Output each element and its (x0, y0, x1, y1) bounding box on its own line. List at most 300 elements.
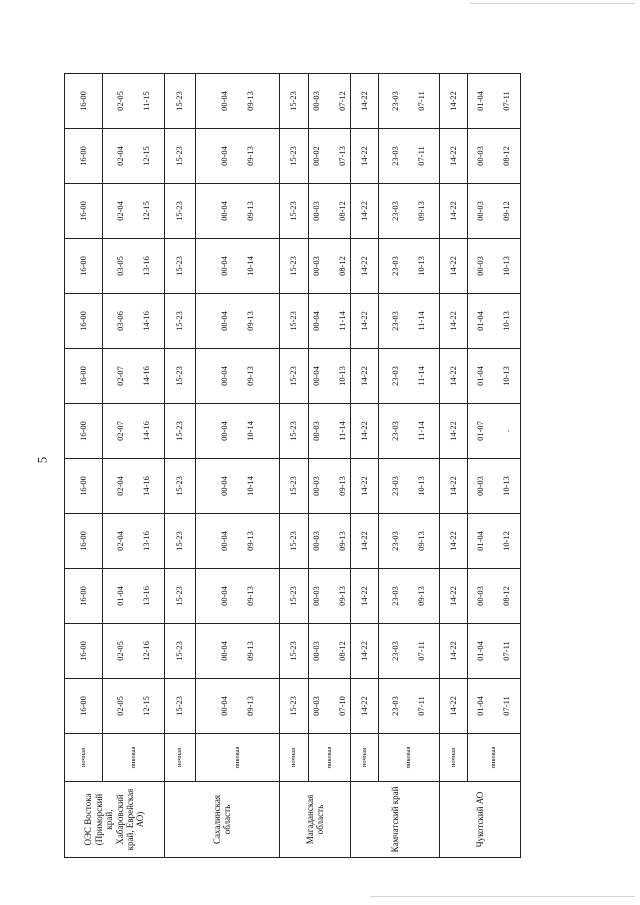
hours-cell (103, 624, 165, 679)
hours-value: 00-04 (218, 696, 229, 716)
hours-cell (165, 569, 196, 624)
hours-value: 15-23 (174, 201, 185, 221)
hours-value: 23-03 (390, 476, 401, 496)
hours-cell (351, 239, 379, 294)
hours-value: 15-23 (288, 696, 299, 716)
hours-value: 00-03 (310, 531, 321, 551)
hours-cell (468, 404, 521, 459)
hours-value: 10-13 (416, 476, 426, 496)
hours-cell (196, 294, 280, 349)
hours-cell (379, 74, 440, 129)
hours-cell (65, 404, 103, 459)
hours-value: 23-03 (390, 366, 401, 386)
hours-cell (103, 349, 165, 404)
hours-value: 07-12 (336, 91, 347, 111)
hours-value: 12-15 (140, 201, 151, 221)
hours-value: 11-14 (416, 311, 426, 331)
hours-cell (196, 514, 280, 569)
hours-value: 15-23 (174, 91, 185, 111)
hour-type-label: пиковая (103, 734, 165, 782)
hours-value: 00-03 (310, 476, 321, 496)
hours-value: 11-15 (140, 91, 151, 111)
hours-value: 00-04 (218, 91, 229, 111)
hours-value: 14-22 (447, 91, 458, 111)
hours-cell (309, 294, 351, 349)
hours-value: 02-04 (114, 531, 125, 551)
hours-value: 07-11 (501, 641, 511, 661)
hours-value: 16-00 (77, 311, 88, 331)
hours-value: 16-00 (77, 421, 88, 441)
hours-value: 14-22 (447, 696, 458, 716)
hours-cell (379, 184, 440, 239)
hours-value: 10-13 (416, 256, 426, 276)
hours-value: 01-07 (475, 421, 486, 441)
hours-cell (440, 404, 468, 459)
hours-cell (351, 74, 379, 129)
hours-cell (351, 569, 379, 624)
hours-cell (103, 239, 165, 294)
hours-cell (351, 624, 379, 679)
hours-cell (103, 184, 165, 239)
hours-value: 23-03 (390, 586, 401, 606)
hours-value: 15-23 (288, 421, 299, 441)
hours-cell (280, 404, 309, 459)
hours-value: 01-04 (114, 586, 125, 606)
hours-value: 15-23 (174, 256, 185, 276)
hours-value: 14-22 (447, 476, 458, 496)
hours-cell (280, 514, 309, 569)
hours-cell (103, 294, 165, 349)
hours-value: 10-14 (244, 256, 255, 276)
hours-cell (309, 404, 351, 459)
hours-value: 10-13 (501, 476, 511, 496)
hours-cell (196, 129, 280, 184)
hour-type-label: пиковая (379, 734, 440, 782)
hours-value: 00-03 (310, 256, 321, 276)
hours-cell (309, 459, 351, 514)
hours-cell (65, 239, 103, 294)
hours-value: 14-22 (358, 641, 369, 661)
hours-value: 15-23 (288, 641, 299, 661)
hours-value: 00-03 (310, 641, 321, 661)
hours-cell (280, 624, 309, 679)
hour-type-label: ночная (440, 734, 468, 782)
hours-cell (65, 569, 103, 624)
hours-value: 15-23 (288, 146, 299, 166)
hours-value: 00-04 (310, 311, 321, 331)
hours-value: 07-11 (416, 696, 426, 716)
table-row (103, 74, 165, 858)
hours-value: 09-13 (244, 146, 255, 166)
hours-cell (379, 624, 440, 679)
hours-cell (468, 459, 521, 514)
hours-cell (103, 569, 165, 624)
hour-type-label: ночная (65, 734, 103, 782)
hours-cell (280, 239, 309, 294)
hours-value: 12-15 (140, 146, 151, 166)
hours-cell (468, 624, 521, 679)
hours-value: 00-04 (218, 641, 229, 661)
hours-cell (379, 129, 440, 184)
hours-value: 16-00 (77, 146, 88, 166)
hours-cell (196, 624, 280, 679)
hours-value: 10-13 (501, 256, 511, 276)
hours-cell (65, 679, 103, 734)
hours-cell (103, 514, 165, 569)
hours-value: 10-13 (501, 311, 511, 331)
hours-value: 15-23 (288, 91, 299, 111)
hours-value: 23-03 (390, 421, 401, 441)
hours-cell (280, 74, 309, 129)
hours-value: 14-16 (140, 476, 151, 496)
hours-cell (440, 239, 468, 294)
hours-value: 16-00 (77, 256, 88, 276)
hours-cell (196, 679, 280, 734)
hours-value: 00-04 (218, 531, 229, 551)
hours-value: 02-07 (114, 366, 125, 386)
hours-value: 01-04 (475, 531, 486, 551)
hours-value: 13-16 (140, 256, 151, 276)
hours-cell (379, 679, 440, 734)
hours-cell (65, 459, 103, 514)
hours-cell (196, 239, 280, 294)
hours-value: 08-12 (336, 201, 347, 221)
hours-cell (309, 514, 351, 569)
hours-cell (103, 129, 165, 184)
hour-type-label: пиковая (309, 734, 351, 782)
hours-value: 02-05 (114, 91, 125, 111)
hours-value: 16-00 (77, 91, 88, 111)
hours-cell (468, 569, 521, 624)
hours-cell (196, 349, 280, 404)
hours-value: 14-22 (447, 366, 458, 386)
hours-value: 16-00 (77, 586, 88, 606)
hours-value: 10-14 (244, 476, 255, 496)
hours-value: 00-03 (475, 476, 486, 496)
hours-value: 00-04 (218, 146, 229, 166)
hours-value: 14-22 (358, 586, 369, 606)
hours-value: 14-22 (358, 91, 369, 111)
hours-value: 09-13 (336, 531, 347, 551)
hours-value: 14-22 (447, 531, 458, 551)
hours-cell (379, 404, 440, 459)
hours-value: 00-02 (310, 146, 321, 166)
hours-cell (309, 74, 351, 129)
hours-cell (309, 569, 351, 624)
hours-cell (379, 569, 440, 624)
hours-cell (309, 184, 351, 239)
hours-value: 23-03 (390, 256, 401, 276)
hours-cell (468, 74, 521, 129)
hours-value: 02-07 (114, 421, 125, 441)
hours-cell (351, 294, 379, 349)
hours-value: 00-03 (475, 201, 486, 221)
hours-cell (103, 679, 165, 734)
hours-cell (351, 184, 379, 239)
table-row (309, 74, 351, 858)
hours-value: 23-03 (390, 91, 401, 111)
table-row (468, 74, 521, 858)
hours-cell (196, 459, 280, 514)
hours-value: 00-04 (218, 311, 229, 331)
hours-value: 00-03 (310, 421, 321, 441)
hours-value: 16-00 (77, 476, 88, 496)
hours-cell (440, 294, 468, 349)
table-row (165, 74, 196, 858)
hours-value: 00-03 (310, 201, 321, 221)
hours-value: 00-03 (310, 586, 321, 606)
hours-value: 07-11 (501, 91, 511, 111)
hours-value: 14-22 (358, 311, 369, 331)
hours-value: 14-16 (140, 366, 151, 386)
scan-edge-line (470, 3, 635, 4)
hours-value: 14-22 (447, 201, 458, 221)
hours-value: 14-22 (447, 311, 458, 331)
region-name: ОЭС Востока (Приморский край, Хабаровский край, Еврейская АО) (65, 782, 165, 858)
hours-cell (165, 294, 196, 349)
hours-value: 14-16 (140, 311, 151, 331)
hours-cell (379, 349, 440, 404)
hours-cell (351, 129, 379, 184)
hours-cell (65, 294, 103, 349)
hours-cell (379, 514, 440, 569)
hours-cell (103, 404, 165, 459)
hours-cell (468, 239, 521, 294)
hours-cell (351, 459, 379, 514)
hours-cell (103, 74, 165, 129)
hours-value: 12-15 (140, 696, 151, 716)
hours-cell (280, 569, 309, 624)
hours-cell (65, 129, 103, 184)
hour-type-label: ночная (351, 734, 379, 782)
hours-value: 02-04 (114, 476, 125, 496)
table-row (196, 74, 280, 858)
hours-value: 09-13 (416, 201, 426, 221)
hours-cell (440, 459, 468, 514)
region-name: Магаданская область (280, 782, 351, 858)
hours-cell (65, 74, 103, 129)
hours-value: 00-03 (310, 91, 321, 111)
hours-value: 14-22 (358, 696, 369, 716)
hours-value: 15-23 (288, 586, 299, 606)
hours-cell (351, 349, 379, 404)
hours-value: 07-11 (416, 91, 426, 111)
hours-value: 10-12 (501, 531, 511, 551)
hours-value: 01-04 (475, 91, 486, 111)
hours-cell (280, 679, 309, 734)
hours-value: 00-04 (310, 366, 321, 386)
hours-value: 15-23 (174, 586, 185, 606)
hours-value: 16-00 (77, 641, 88, 661)
hours-value: 08-12 (336, 641, 347, 661)
hours-value: 00-04 (218, 421, 229, 441)
hours-value: 14-22 (447, 146, 458, 166)
hours-value: 09-13 (244, 91, 255, 111)
hours-value: 09-13 (416, 586, 426, 606)
hours-value: 16-00 (77, 366, 88, 386)
hours-value: 23-03 (390, 641, 401, 661)
hours-value: 08-12 (501, 586, 511, 606)
hours-cell (468, 514, 521, 569)
hours-value: 11-14 (416, 366, 426, 386)
hours-cell (196, 569, 280, 624)
table-row (280, 74, 309, 858)
hours-cell (65, 349, 103, 404)
hours-value: 03-05 (114, 256, 125, 276)
hours-value: 16-00 (77, 201, 88, 221)
hours-value: 23-03 (390, 311, 401, 331)
hours-value: 14-22 (447, 586, 458, 606)
hours-value: 15-23 (174, 311, 185, 331)
hours-value: 00-04 (218, 366, 229, 386)
hours-value: 10-13 (501, 366, 511, 386)
hours-value: 14-22 (358, 146, 369, 166)
hours-cell (165, 404, 196, 459)
hours-cell (309, 349, 351, 404)
hours-cell (103, 459, 165, 514)
hours-value: 00-04 (218, 586, 229, 606)
hours-value: 23-03 (390, 201, 401, 221)
hours-value: 10-14 (244, 421, 255, 441)
hours-value: 09-12 (501, 201, 511, 221)
hours-value: 14-22 (358, 421, 369, 441)
hours-cell (165, 624, 196, 679)
hours-value: 23-03 (390, 696, 401, 716)
hours-value: 11-14 (336, 421, 347, 441)
hours-value: 11-14 (336, 311, 347, 331)
hours-value: 09-13 (244, 696, 255, 716)
hours-cell (440, 679, 468, 734)
hours-value: 01-04 (475, 311, 486, 331)
rotated-table-container (64, 74, 511, 858)
hours-value: 01-04 (475, 696, 486, 716)
hours-value: 07-11 (501, 696, 511, 716)
hours-cell (468, 349, 521, 404)
hours-cell (196, 74, 280, 129)
hours-value: 09-13 (244, 311, 255, 331)
hours-cell (440, 349, 468, 404)
hours-cell (165, 459, 196, 514)
hours-value: 15-23 (288, 476, 299, 496)
hours-value: 02-05 (114, 641, 125, 661)
peak-night-hours-table (64, 73, 521, 858)
hours-cell (440, 624, 468, 679)
hours-value: 09-13 (244, 641, 255, 661)
scan-edge-line (370, 896, 635, 897)
hour-type-label: пиковая (468, 734, 521, 782)
hour-type-label: ночная (165, 734, 196, 782)
hours-cell (280, 459, 309, 514)
hours-value: 09-13 (416, 531, 426, 551)
hours-value: 15-23 (174, 696, 185, 716)
hours-value: 14-22 (358, 531, 369, 551)
hour-type-label: пиковая (196, 734, 280, 782)
hours-value: 08-12 (336, 256, 347, 276)
hours-cell (196, 184, 280, 239)
hours-value: 23-03 (390, 146, 401, 166)
hours-value: 00-03 (310, 696, 321, 716)
hours-value: 10-13 (336, 366, 347, 386)
hours-cell (351, 514, 379, 569)
hours-cell (280, 184, 309, 239)
hours-value: 13-16 (140, 531, 151, 551)
hours-cell (165, 74, 196, 129)
hours-value: 03-06 (114, 311, 125, 331)
hours-value: 23-03 (390, 531, 401, 551)
hours-value: 14-22 (447, 256, 458, 276)
hours-value: 08-12 (501, 146, 511, 166)
hours-value: 15-23 (174, 146, 185, 166)
hours-value: 15-23 (174, 641, 185, 661)
hours-cell (379, 459, 440, 514)
hours-cell (309, 679, 351, 734)
hour-type-label: ночная (280, 734, 309, 782)
hours-value: 15-23 (288, 201, 299, 221)
hours-value: 07-11 (416, 146, 426, 166)
hours-value: 14-16 (140, 421, 151, 441)
hours-value: 00-03 (475, 146, 486, 166)
hours-cell (165, 514, 196, 569)
hours-value: 01-04 (475, 366, 486, 386)
hours-cell (468, 679, 521, 734)
hours-value: 02-04 (114, 201, 125, 221)
hours-value: 01-04 (475, 641, 486, 661)
hours-cell (468, 294, 521, 349)
hours-value: 12-16 (140, 641, 151, 661)
hours-value: 15-23 (288, 531, 299, 551)
hours-value: 09-13 (336, 586, 347, 606)
table-row (379, 74, 440, 858)
hours-value: 09-13 (244, 531, 255, 551)
hours-value: 00-04 (218, 256, 229, 276)
hours-cell (165, 349, 196, 404)
hours-value: 00-03 (475, 586, 486, 606)
hours-cell (165, 239, 196, 294)
hours-value: 13-16 (140, 586, 151, 606)
hours-value: 15-23 (288, 311, 299, 331)
hours-cell (379, 294, 440, 349)
hours-value: 00-04 (218, 476, 229, 496)
hours-cell (280, 294, 309, 349)
hours-cell (309, 624, 351, 679)
hours-value: 02-05 (114, 696, 125, 716)
hours-cell (351, 679, 379, 734)
hours-value: 07-13 (336, 146, 347, 166)
hours-cell (468, 184, 521, 239)
hours-value: 00-04 (218, 201, 229, 221)
hours-cell (440, 74, 468, 129)
hours-cell (165, 129, 196, 184)
hours-cell (440, 514, 468, 569)
hours-cell (165, 184, 196, 239)
hours-value: 14-22 (358, 476, 369, 496)
hours-value: 09-13 (244, 366, 255, 386)
hours-value: 14-22 (358, 256, 369, 276)
hours-value: 15-23 (174, 366, 185, 386)
hours-value: 16-00 (77, 531, 88, 551)
hours-value: 14-22 (358, 201, 369, 221)
hours-value: 14-22 (447, 641, 458, 661)
hours-cell (65, 624, 103, 679)
hours-value: 14-22 (358, 366, 369, 386)
region-name: Сахалинская область (165, 782, 280, 858)
hours-value: 02-04 (114, 146, 125, 166)
hours-value: 15-23 (174, 421, 185, 441)
hours-cell (309, 239, 351, 294)
hours-cell (379, 239, 440, 294)
hours-cell (440, 129, 468, 184)
hours-cell (165, 679, 196, 734)
